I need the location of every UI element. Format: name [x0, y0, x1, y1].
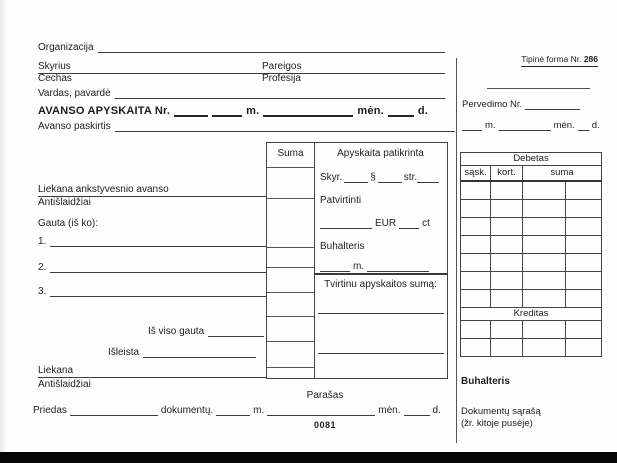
- form-title-line: [38, 105, 450, 118]
- ledger-cell: [523, 290, 566, 308]
- ledger-cell: [566, 272, 602, 290]
- cents-label: ct: [422, 218, 430, 229]
- amount-row-line: [267, 198, 314, 199]
- ledger-row: [461, 200, 602, 218]
- accountant-label: Buhalteris: [320, 241, 365, 252]
- previous-balance-line: [38, 183, 266, 197]
- ledger-cell: [491, 321, 523, 339]
- organization-label: Organizacija: [38, 42, 94, 53]
- ledger-cell: [491, 200, 523, 218]
- side-day-abbr: d.: [591, 120, 600, 131]
- department-label: Skyrius: [38, 60, 71, 72]
- title-month-blank: [263, 115, 353, 117]
- paragraph-blank: [378, 182, 402, 183]
- attachment-month-abbr: mėn.: [378, 405, 401, 416]
- ledger-row: [461, 181, 602, 200]
- attachment-month-blank: [267, 415, 375, 416]
- ledger-cell: [461, 290, 491, 308]
- ledger-cell: [461, 272, 491, 290]
- col-account-header: sąsk.: [461, 166, 491, 182]
- ledger-header-row: [461, 166, 602, 182]
- side-date-line: [462, 121, 602, 132]
- amount-blank: [320, 228, 372, 229]
- ledger-cell: [566, 236, 602, 254]
- signature-label: Parašas: [306, 390, 344, 401]
- confirm-sum-blank-line-2: [318, 353, 444, 354]
- total-received-label: Iš viso gauta: [148, 326, 205, 337]
- ledger-cell: [491, 218, 523, 236]
- confirm-sum-label: Tvirtinu apyskaitos sumą:: [324, 279, 437, 290]
- item-1-blank-line: [50, 246, 266, 247]
- ledger-cell: [566, 254, 602, 272]
- scan-footer-black-bar: [0, 452, 617, 463]
- ledger-cell: [523, 272, 566, 290]
- credit-rows: [461, 321, 602, 357]
- ledger-cell: [461, 339, 491, 357]
- overspend-bottom-label: Antišlaidžiai: [38, 379, 91, 390]
- purpose-blank-line: [115, 131, 455, 132]
- ledger-cell: [461, 254, 491, 272]
- ledger-row: [461, 272, 602, 290]
- verification-title: Apyskaita patikrinta: [337, 148, 424, 159]
- year-blank: [320, 271, 350, 272]
- verification-dept-line: [320, 172, 444, 184]
- ledger-row: [461, 218, 602, 236]
- col-amount-header: suma: [523, 166, 602, 182]
- side-month-blank: [499, 130, 551, 131]
- purpose-label: Avanso paskirtis: [38, 121, 111, 132]
- amount-column-divider: [314, 143, 315, 378]
- section-divider-line: [456, 58, 457, 443]
- ledger-cell: [461, 181, 491, 200]
- verification-amount-line: [320, 218, 440, 230]
- side-month-abbr: mėn.: [553, 120, 575, 131]
- amount-row-line: [267, 167, 314, 168]
- total-received-blank-line: [208, 336, 264, 337]
- credit-title: Kreditas: [461, 308, 602, 321]
- amount-and-verification-table: [266, 142, 448, 379]
- title-day-abbr: d.: [417, 105, 429, 117]
- form-type-label: Tipinė forma Nr.: [521, 54, 582, 64]
- ledger-row: [461, 339, 602, 357]
- ledger-cell: [566, 339, 602, 357]
- item-3-number: 3.: [38, 286, 47, 297]
- ledger-cell: [523, 200, 566, 218]
- dept-blank: [344, 182, 368, 183]
- date-blank: [367, 271, 429, 272]
- amount-row-line: [267, 316, 314, 317]
- confirm-sum-blank-line: [318, 313, 444, 314]
- amount-column-header: Suma: [277, 148, 304, 159]
- item-1-number: 1.: [38, 236, 47, 247]
- attachment-label: Priedas: [33, 405, 67, 416]
- cents-blank: [399, 228, 419, 229]
- transfer-number-line: [462, 100, 590, 111]
- amount-row-line: [267, 341, 314, 342]
- position-label: Pareigos: [262, 60, 302, 72]
- documents-note-line-1: Dokumentų sąrašą: [461, 406, 541, 417]
- item-3-blank-line: [50, 296, 266, 297]
- dept-abbr-label: Skyr.: [320, 172, 343, 183]
- ledger-row: [461, 254, 602, 272]
- form-code: 0081: [313, 420, 337, 430]
- ledger-row: [461, 290, 602, 308]
- ledger-cell: [523, 218, 566, 236]
- col-card-header: kort.: [491, 166, 523, 182]
- ledger-cell: [491, 181, 523, 200]
- spent-line: [108, 347, 256, 359]
- attachment-line: [33, 405, 445, 417]
- title-year-abbr: m.: [246, 105, 260, 117]
- balance-line: [38, 365, 266, 378]
- article-blank: [417, 182, 439, 183]
- debit-rows: [461, 181, 602, 308]
- article-abbr-label: str.: [403, 172, 418, 183]
- approve-label: Patvirtinti: [320, 195, 362, 206]
- side-year-blank: [462, 130, 482, 131]
- side-accountant-label: Buhalteris: [461, 376, 510, 387]
- transfer-number-blank: [525, 109, 580, 110]
- transfer-label: Pervedimo Nr.: [462, 99, 523, 110]
- title-month-abbr: mėn.: [357, 105, 384, 117]
- workshop-profession-line: [38, 73, 445, 85]
- organization-blank-line: [98, 52, 445, 53]
- balance-label: Liekana: [38, 364, 74, 376]
- received-item-2: [38, 262, 266, 274]
- title-number-blank-1: [174, 115, 208, 117]
- attachment-count-blank: [70, 415, 158, 416]
- year-abbr-label: m.: [353, 261, 365, 272]
- attachment-year-abbr: m.: [253, 405, 265, 416]
- ledger-cell: [461, 200, 491, 218]
- received-item-1: [38, 236, 266, 248]
- side-year-abbr: m.: [485, 120, 496, 131]
- ledger-cell: [461, 236, 491, 254]
- form-type-note: [488, 55, 598, 67]
- amount-row-line: [267, 247, 314, 248]
- paragraph-sign: §: [370, 172, 376, 183]
- ledger-cell: [491, 236, 523, 254]
- ledger-cell: [491, 290, 523, 308]
- debit-title-row: [461, 153, 602, 166]
- received-from-label: Gauta (iš ko):: [38, 218, 99, 229]
- amount-row-line: [267, 267, 314, 268]
- debit-title: Debetas: [461, 153, 602, 166]
- ledger-cell: [523, 236, 566, 254]
- department-position-line: [38, 60, 445, 74]
- total-received-line: [148, 326, 264, 338]
- panel-separator-line: [314, 273, 447, 275]
- overspend-top-label: Antišlaidžiai: [38, 197, 91, 208]
- profession-label: Profesija: [262, 72, 301, 84]
- title-year-blank: [212, 115, 242, 117]
- form-title: AVANSO APYSKAITA Nr.: [38, 105, 171, 117]
- side-day-blank: [578, 130, 589, 131]
- ledger-row: [461, 236, 602, 254]
- ledger-cell: [566, 200, 602, 218]
- form-type-number: 286: [583, 54, 598, 64]
- side-blank-line: [487, 88, 590, 89]
- ledger-cell: [491, 254, 523, 272]
- currency-label: EUR: [375, 218, 397, 229]
- attachment-day-abbr: d.: [432, 405, 441, 416]
- item-2-blank-line: [50, 272, 266, 273]
- ledger-cell: [566, 218, 602, 236]
- attachment-day-blank: [404, 415, 430, 416]
- organization-line: [38, 42, 445, 54]
- name-label: Vardas, pavardė: [38, 88, 111, 99]
- ledger-cell: [566, 181, 602, 200]
- spent-blank-line: [143, 357, 256, 358]
- ledger-cell: [523, 339, 566, 357]
- ledger-table: [460, 152, 602, 357]
- credit-title-row: [461, 308, 602, 321]
- documents-label: dokumentų.: [160, 405, 214, 416]
- ledger-cell: [566, 290, 602, 308]
- attachment-year-blank: [216, 415, 250, 416]
- ledger-cell: [491, 339, 523, 357]
- ledger-cell: [461, 218, 491, 236]
- ledger-row: [461, 321, 602, 339]
- received-item-3: [38, 286, 266, 298]
- spent-label: Išleista: [108, 347, 140, 358]
- amount-row-line: [267, 367, 314, 368]
- purpose-line: [38, 121, 455, 133]
- amount-row-line: [267, 292, 314, 293]
- ledger-cell: [523, 321, 566, 339]
- ledger-cell: [566, 321, 602, 339]
- item-2-number: 2.: [38, 262, 47, 273]
- ledger-cell: [523, 254, 566, 272]
- ledger-cell: [491, 272, 523, 290]
- ledger-cell: [523, 181, 566, 200]
- documents-note-line-2: (žr. kitoje pusėje): [461, 418, 533, 429]
- workshop-label: Cechas: [38, 72, 72, 84]
- verification-date-line: [320, 261, 432, 273]
- previous-balance-label: Liekana ankstyvesnio avanso: [38, 183, 169, 195]
- name-line: [38, 88, 445, 100]
- title-day-blank: [388, 115, 414, 117]
- scan-edge-shadow: [0, 0, 7, 452]
- ledger-cell: [461, 321, 491, 339]
- name-blank-line: [115, 98, 445, 99]
